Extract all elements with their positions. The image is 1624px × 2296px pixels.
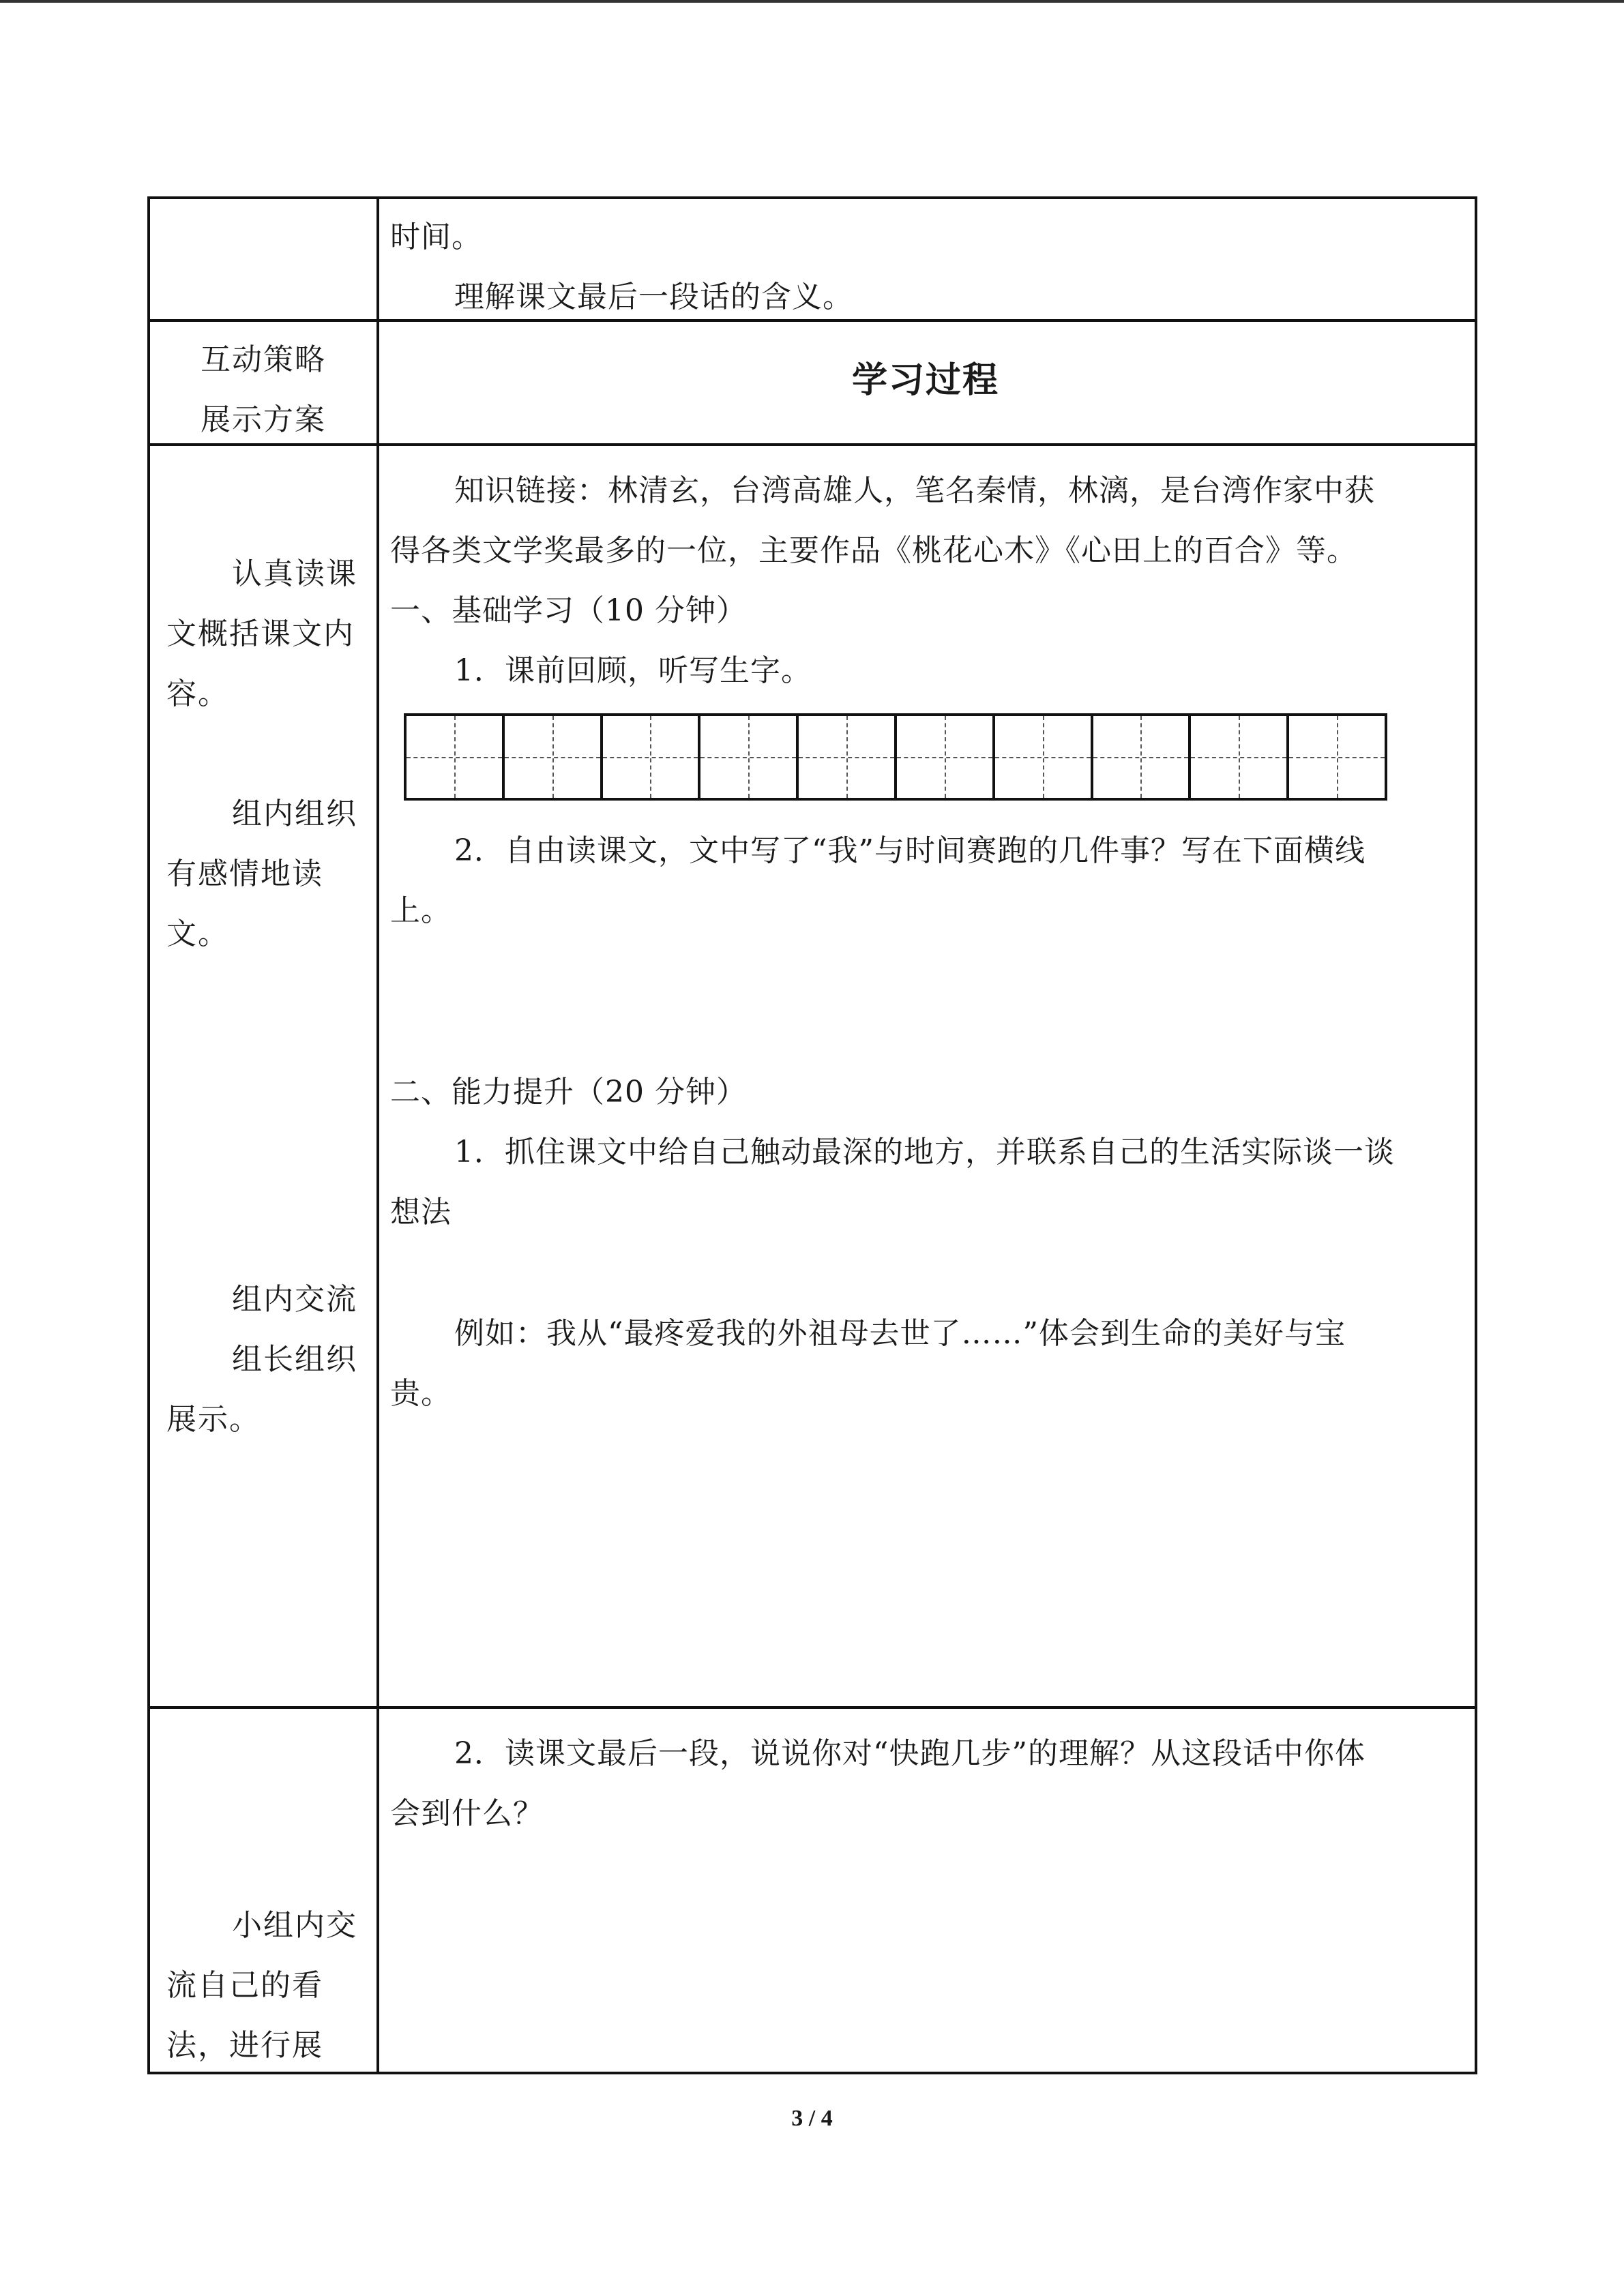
grid-cell[interactable] (700, 716, 799, 798)
left-cell (147, 1708, 379, 2073)
right-cell (377, 445, 1477, 1708)
grid-cell[interactable] (1191, 716, 1289, 798)
table-row-bottom (147, 1708, 1477, 2073)
strategy-line: 小组内交 (232, 1908, 357, 1943)
strategy-line: 展示。 (166, 1402, 261, 1437)
grid-cell[interactable] (1289, 716, 1385, 798)
dictation-writing-grid[interactable] (404, 713, 1387, 801)
table-rule (147, 196, 1477, 199)
grid-cell[interactable] (799, 716, 897, 798)
table-row-header (147, 320, 1477, 445)
left-cell (147, 445, 379, 1708)
strategy-line: 文。 (166, 916, 229, 951)
grid-cell[interactable] (897, 716, 995, 798)
table-rule (147, 2072, 1477, 2074)
section-title: 学习过程 (851, 360, 999, 401)
grid-cell[interactable] (603, 716, 701, 798)
right-cell (377, 196, 1477, 320)
strategy-line: 组内交流 (232, 1282, 357, 1317)
table-rule (147, 319, 1477, 322)
table-row-main (147, 445, 1477, 1708)
page-number: 3 / 4 (791, 2106, 833, 2131)
strategy-line: 法，进行展 (166, 2028, 323, 2063)
grid-cell[interactable] (995, 716, 1093, 798)
table-row-continuation (147, 196, 1477, 320)
example-text: 贵。 (390, 1376, 452, 1411)
left-cell (147, 320, 379, 445)
header-left-line: 互动策略 (201, 342, 326, 377)
table-rule (147, 1706, 1477, 1709)
knowledge-link: 得各类文学奖最多的一位，主要作品《桃花心木》《心田上的百合》等。 (390, 533, 1357, 568)
question-2-1: 想法 (390, 1195, 452, 1229)
right-cell (377, 320, 1477, 445)
strategy-line: 认真读课 (232, 556, 357, 591)
section-heading-basic: 一、基础学习（10 分钟） (390, 593, 747, 628)
text-line: 理解课文最后一段话的含义。 (454, 280, 853, 314)
text-line: 时间。 (390, 220, 482, 254)
question-1-2: 上。 (390, 893, 452, 928)
example-text: 例如：我从“最疼爱我的外祖母去世了……”体会到生命的美好与宝 (454, 1316, 1346, 1351)
strategy-line: 流自己的看 (166, 1968, 323, 2003)
right-cell (377, 1708, 1477, 2073)
strategy-line: 容。 (166, 676, 229, 711)
question-2-1: 1．抓住课文中给自己触动最深的地方，并联系自己的生活实际谈一谈 (454, 1135, 1395, 1169)
grid-cell[interactable] (1093, 716, 1192, 798)
question-2-2: 2．读课文最后一段，说说你对“快跑几步”的理解？从这段话中你体 (454, 1736, 1365, 1771)
page-top-border (0, 0, 1624, 3)
question-1-1: 1．课前回顾，听写生字。 (454, 653, 812, 688)
left-cell (147, 196, 379, 320)
header-left-line: 展示方案 (201, 402, 326, 437)
strategy-line: 文概括课文内 (166, 616, 355, 651)
strategy-line: 组长组织 (232, 1342, 357, 1377)
grid-cell[interactable] (407, 716, 505, 798)
strategy-line: 组内组织 (232, 796, 357, 831)
strategy-line: 有感情地读 (166, 856, 323, 891)
grid-cell[interactable] (505, 716, 603, 798)
question-1-2: 2．自由读课文，文中写了“我”与时间赛跑的几件事？写在下面横线 (454, 833, 1365, 868)
knowledge-link: 知识链接：林清玄，台湾高雄人，笔名秦情，林漓，是台湾作家中获 (454, 473, 1375, 508)
question-2-2: 会到什么？ (390, 1796, 544, 1831)
section-heading-ability: 二、能力提升（20 分钟） (390, 1075, 747, 1109)
table-rule (147, 443, 1477, 446)
